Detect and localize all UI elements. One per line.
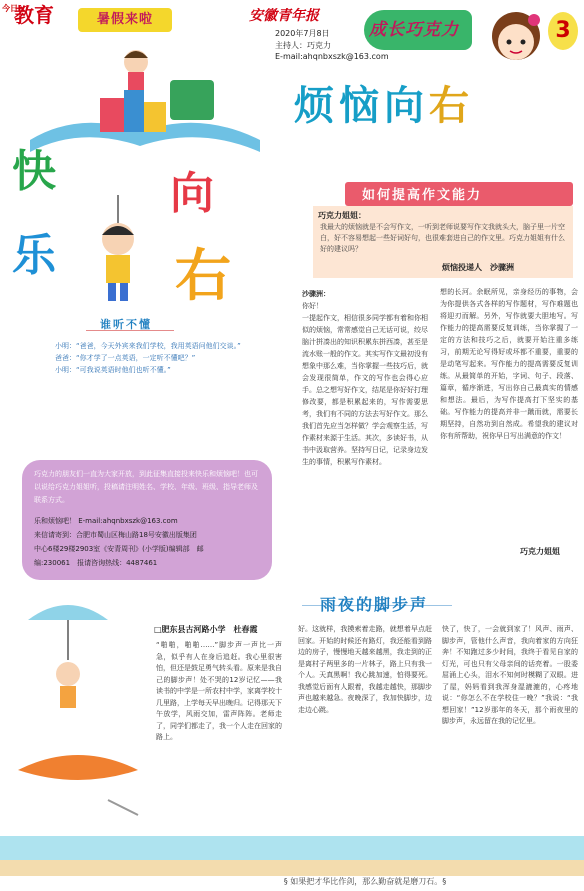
article2-author: □肥东县古河路小学 杜春霞	[154, 625, 258, 634]
column-title: 成长巧克力	[369, 20, 459, 40]
dialog-line: 小明：“爸爸，今天外宾来我们学校，我用英语问他们交谈。”	[55, 342, 241, 350]
reply-text: 一提起作文，相信很多同学都有着和你相似的烦恼，常常感觉自己无话可说，绞尽脑汁拼凑出的知识积累东拼西凑，甚至是流水账一般的作文。其实写作文最初没有想象中那么难，当你掌握一些技巧后，就会发现很简单，作文的写作也会得心应手。总之想写好作文，结尾是你好好打理修改要，都是积累起来的，写作需要思考，我们有不同的方法去写好作文。那么我们首先应当怎样做？学会观察生活，写作素材来源于生活。其次，多读好书，从书中汲取营养。坚持写日记，记录身边发生的事情，积累写作素材。	[302, 314, 428, 466]
newspaper-name: 安徽青年报	[249, 8, 319, 24]
title-char-kuai: 快	[12, 146, 56, 197]
reply-column-right: 想的长河。余眠所见，亲身经历的事物，会为你提供各式各样的写作题材，写作难题也将迎刃而解。另外，写作就要大胆地写。写作能力的提高需要反复训练，当你掌握了一定的方法和技巧之后，就要开始注重多练习，前期无论写得好或坏都不重要，重要的是动笔写起来。写作能力的提高需要反复训练。从最简单的开始，字词、句子、段落、篇章，循序渐进，写出你自己最真实的情感和想法。最后，为写作提高打下坚实的基础。写作能力的提高并非一蹴而就，需要长期坚持，自然功到自然成。希望我的建议对你有所帮助，祝你早日写出满意的作文！	[440, 288, 578, 440]
summer-badge: 暑假来啦	[78, 8, 172, 32]
submission-panel	[22, 460, 272, 580]
headline	[294, 74, 474, 131]
issue-date: 2020年7月8日	[275, 29, 330, 38]
contact-line: 乐和烦恼吧！ E-mail:ahqnbxszk@163.com	[34, 517, 178, 525]
reply-column-left	[302, 288, 428, 468]
dialog-line: 爸爸：“你才学了一点英语，一定听不懂吧？”	[55, 354, 196, 362]
reply-salutation: 沙骤洲：	[302, 290, 330, 298]
contact-line: 来信请寄到：合肥市蜀山区梅山路18号安徽出版集团	[34, 531, 197, 539]
column-editor: 主持人：巧克力	[275, 41, 331, 50]
joke-dialog	[55, 340, 305, 376]
title-char-you: 右	[175, 243, 231, 309]
hanging-kid-illustration	[78, 195, 158, 305]
beach-illustration	[0, 860, 584, 876]
reading-kid-illustration	[20, 40, 270, 160]
headline-part: 右	[429, 82, 474, 129]
logo-big-text: 教育	[14, 3, 54, 27]
contact-line: 中心6楼29楼2903室《安青周刊》(小学版)编辑部 邮	[34, 545, 204, 553]
page-number: 3	[548, 12, 578, 50]
letter-addressee: 巧克力姐姐：	[318, 211, 366, 220]
subhead: 如何提高作文能力	[362, 188, 483, 203]
article2-column-1: “啪啪，啪啪……”脚步声一声比一声急，似乎有人在身后追赶。我心里很害怕，但还是鼓足勇气转头看。原来是我自己的脚步声！处不哭的12岁记忆——我读书的中学是一所农村中学，家离学校十几里路，上学每天早出晚归。记得那天下午放学，风雨交加，雷声阵阵。老师走了，同学们都走了，我一个人走在回家的路上。	[156, 641, 282, 741]
headline-part: 向	[384, 82, 429, 129]
title-char-xiang: 向	[170, 168, 214, 219]
dialog-line: 小明：“可我说英语时他们也听不懂。”	[55, 366, 171, 374]
letter-body: 我最大的烦恼就是不会写作文，一听到老师说要写作文我就头大，脑子里一片空白，好不容易想起一些好词好句，也很难套进自己的作文里。巧克力姐姐有什么好的建议吗？	[320, 223, 565, 253]
girl-illustration	[486, 6, 546, 70]
contact-email: E-mail:ahqnbxszk@163.com	[275, 52, 389, 61]
article2-headline: 雨夜的脚步声	[320, 595, 429, 614]
article2-column-2: 好。这就样，我摸索着走路，就想着早点赶回家。开始的时候还有路灯，我还能看到路边的房子，慢慢地天越来越黑，我走到的正是离村子两里多的一片林子，路上只有我一个人。天真黑啊！我心跳加速，怕得要死。我感觉后面有人跟着，我越走越快，那脚步声也越来越急。夜晚深了，我加快脚步，边走边心跳。	[298, 625, 432, 714]
logo-small-text: 今日	[2, 4, 18, 13]
contact-line: 编:230061 报请咨询热线：4487461	[34, 559, 158, 567]
article2-column-3: 快了，快了，一会就到家了！风声、雨声、脚步声，管他什么声音，我向着家的方向狂奔！不知跑过多少时间，我终于看见自家的灯光，可也只有父母亲间的话亮着。一股委屈涌上心头，泪水不知何时模糊了双眼。进了屋，妈妈看到我浑身湿漉漉的，心疼地说：“你怎么不在学校住一晚？”我说：“我想回家！”12岁那年的冬天，那个雨夜里的脚步声，永远留在我的记忆里。	[442, 625, 578, 725]
letter-signature: 烦恼投递人 沙骤洲	[442, 263, 514, 272]
footer-quote: § 如果把才华比作剑，那么勤奋就是磨刀石。§	[283, 877, 447, 886]
headline-part: 烦恼	[294, 82, 384, 129]
rain-umbrella-illustration	[8, 600, 148, 820]
title-char-le: 乐	[12, 230, 56, 281]
reply-greeting: 你好！	[302, 302, 323, 310]
joke-title: 谁听不懂	[100, 318, 152, 331]
submission-note: 巧克力的朋友们一直为大家开放，到此征集直接投来快乐和烦恼吧！也可以说给巧克力姐姐听，投稿请注明姓名、学校、年级、班级、指导老师及联系方式。	[34, 470, 258, 504]
reply-signature: 巧克力姐姐	[520, 547, 560, 556]
